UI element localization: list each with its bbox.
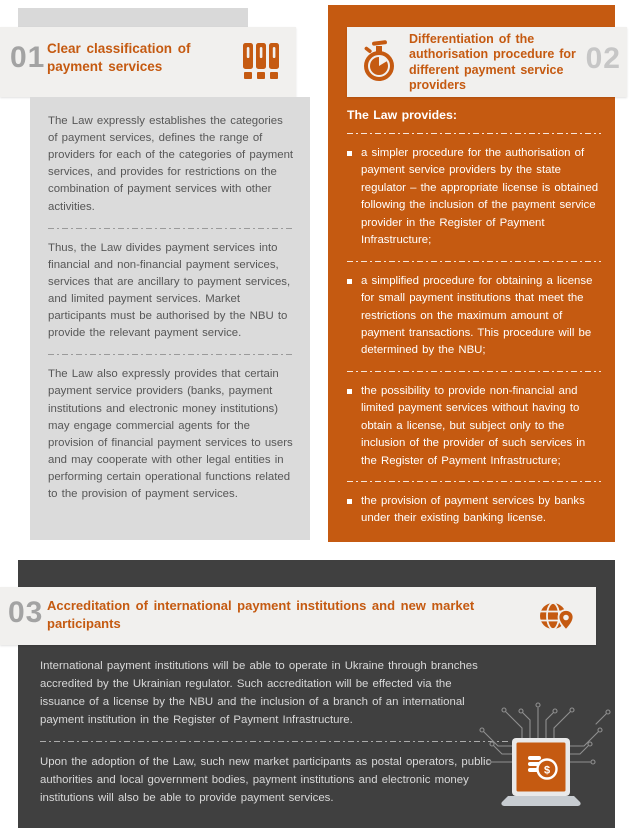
bullet-square-icon <box>347 389 352 394</box>
bullet-square-icon <box>347 499 352 504</box>
dash-divider <box>40 741 510 742</box>
section2-bullet-list <box>347 145 601 528</box>
dash-divider <box>347 261 601 262</box>
stopwatch-icon <box>357 40 401 89</box>
section3-content <box>40 657 492 807</box>
section3-title: Accreditation of international payment institutions and new market participants <box>47 598 475 631</box>
bullet-text: the provision of payment services by banks under their existing banking license. <box>361 495 585 525</box>
dash-divider <box>48 354 295 355</box>
section2-intro: The Law provides: <box>347 108 457 122</box>
section2-header <box>347 27 627 97</box>
bullet-text: the possibility to provide non-financial and limited payment services without having to obtain a license, but subject only to the inclusion of the provider of such services in the Register of Payment Infrastructure; <box>361 384 586 467</box>
section1-title: Clear classification of payment services <box>47 41 191 74</box>
svg-text:$: $ <box>543 764 551 777</box>
paragraph: Upon the adoption of the Law, such new market participants as postal operators, public authorities and local government bodies, payment institutions and electronic money institutions will also be able to provide payment services. <box>40 756 492 805</box>
section2-content <box>347 108 601 528</box>
bullet-item <box>347 145 601 250</box>
section3-number: 03 <box>8 596 44 629</box>
bullet-text: a simplified procedure for obtaining a license for small payment institutions that meet the restrictions on the maximum amount of payment transactions. This procedure will be determined by the NBU; <box>361 274 593 357</box>
bullet-square-icon <box>347 279 352 284</box>
bullet-square-icon <box>347 151 352 156</box>
globe-location-pin-icon <box>535 595 579 644</box>
section2-number: 02 <box>585 42 621 75</box>
dash-divider <box>347 133 601 134</box>
dash-divider <box>48 228 295 229</box>
bullet-item <box>347 493 601 528</box>
bullet-text: a simpler procedure for the authorisation of payment service providers by the state regulator – the appropriate license is obtained following the inclusion of the payment service provider in the Register of Payment Infrastructure; <box>361 147 599 247</box>
paragraph: The Law also expressly provides that certain payment service providers (banks, payment institutions and electronic money institutions) may engage commercial agents for the provision of financial payment services to users and may cooperate with other legal entities in performing certain operational functions related to the provision of payment services. <box>48 368 293 501</box>
bullet-item <box>347 273 601 360</box>
section1-number: 01 <box>10 41 46 74</box>
dash-divider <box>347 481 601 482</box>
bullet-item <box>347 383 601 470</box>
section3-paragraph-list <box>40 657 492 807</box>
paragraph: The Law expressly establishes the categories of payment services, defines the range of providers for each of the categories of payment services, and provides for restrictions on the combination of payment services with other activities. <box>48 115 294 213</box>
dash-divider <box>347 371 601 372</box>
laptop-circuit-coins-illustration <box>468 680 615 833</box>
section3-header <box>0 587 596 645</box>
section1-body-panel <box>30 97 310 540</box>
section1-paragraph-list <box>48 113 295 503</box>
paragraph: Thus, the Law divides payment services into financial and non-financial payment services, services that are ancillary to payment services, and limited payment services. Market participants must be authorised by the NBU to provide the relevant payment service. <box>48 241 291 340</box>
binders-icon <box>241 42 281 87</box>
paragraph: International payment institutions will be able to operate in Ukraine through branches accredited by the Ukrainian regulator. Such accreditation will be effected via the issuance of a license by the NBU and the inclusion of a branch of an international payment institution in the Register of Payment Infrastructure. <box>40 660 478 727</box>
section2-title: Differentiation of the authorisation procedure for different payment service providers <box>409 32 576 92</box>
section1-header <box>0 27 296 97</box>
